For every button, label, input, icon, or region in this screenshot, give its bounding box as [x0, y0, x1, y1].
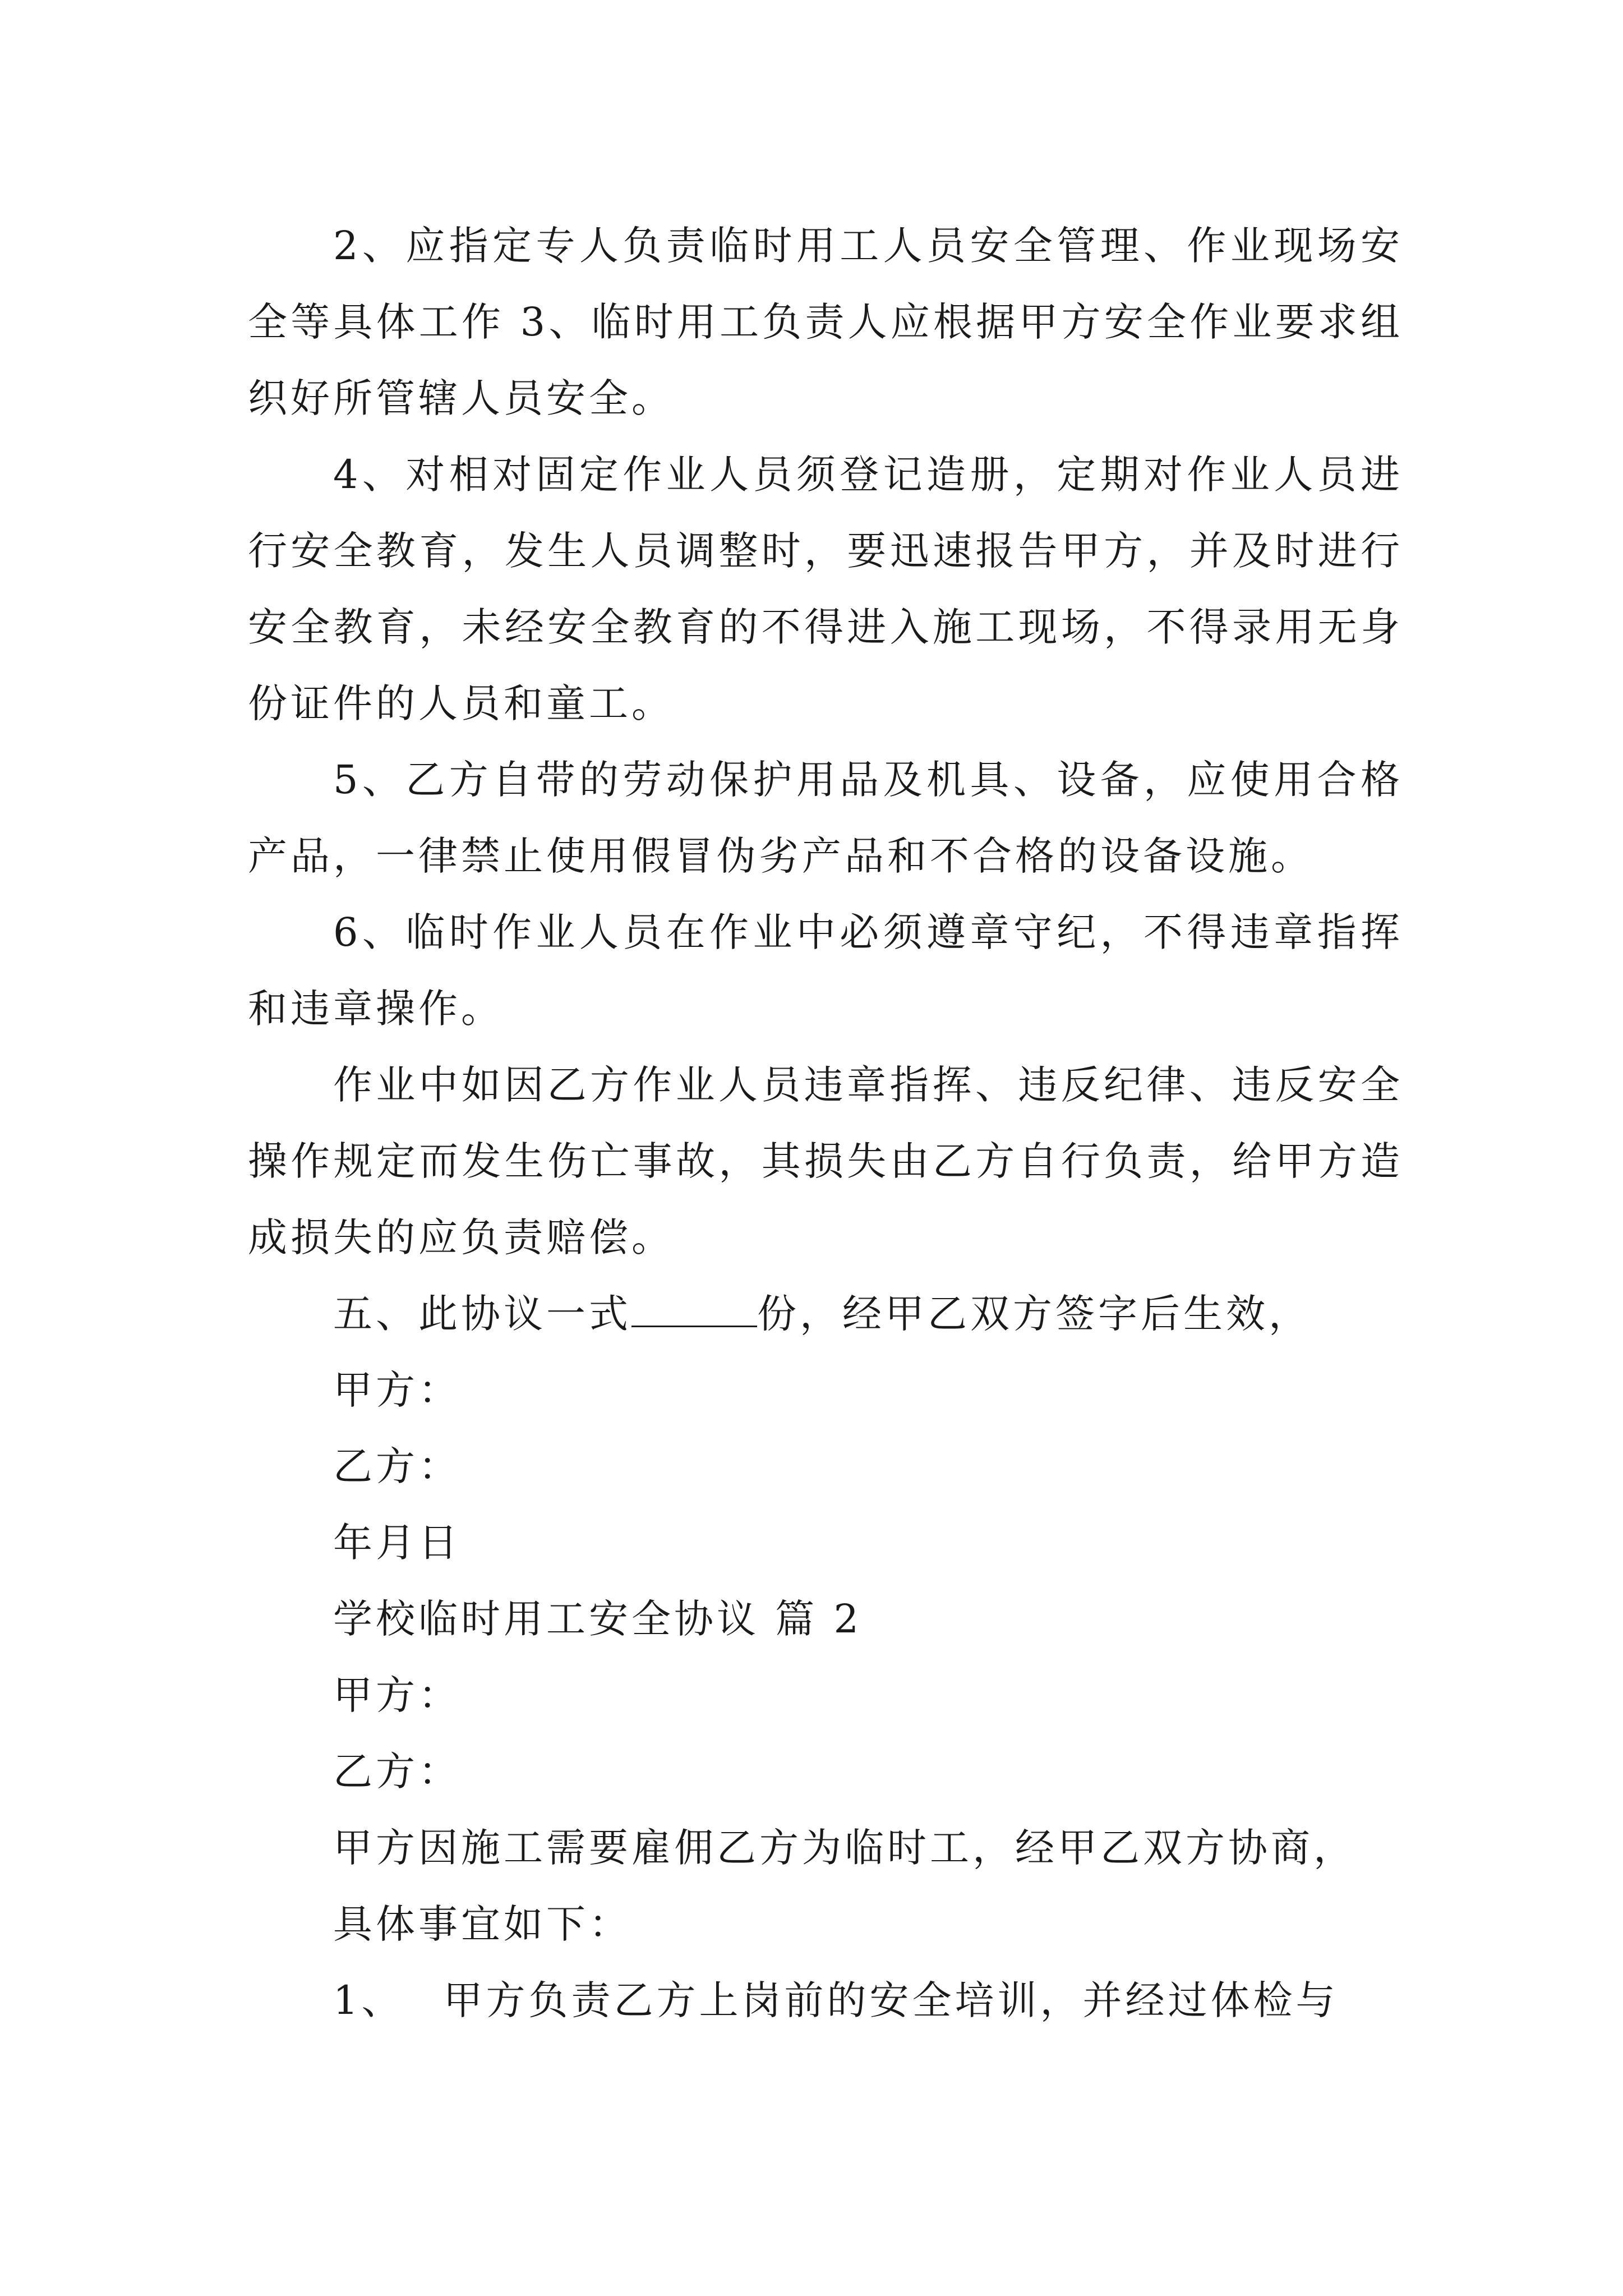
clause-five-line	[248, 1276, 1403, 1352]
paragraph-clause-5: 5、乙方自带的劳动保护用品及机具、设备，应使用合格产品，一律禁止使用假冒伪劣产品和不合格的设备设施。	[248, 757, 1403, 879]
intro-line-1: 甲方因施工需要雇佣乙方为临时工，经甲乙双方协商，	[333, 1825, 1356, 1871]
party-b-signature: 乙方：	[333, 1443, 461, 1489]
intro-line-2: 具体事宜如下：	[333, 1901, 631, 1947]
party-b-line: 乙方：	[333, 1749, 461, 1795]
date-line: 年月日	[333, 1520, 461, 1566]
item-1-number: 1、	[333, 1977, 404, 2023]
clause-five-after: 份，经甲乙双方签字后生效，	[757, 1291, 1311, 1337]
party-a-signature: 甲方：	[333, 1367, 461, 1413]
document-body	[248, 208, 1403, 2039]
paragraph-liability: 作业中如因乙方作业人员违章指挥、违反纪律、违反安全操作规定而发生伤亡事故，其损失由乙方自行负责，给甲方造成损失的应负责赔偿。	[248, 1062, 1403, 1260]
paragraph-clause-6: 6、临时作业人员在作业中必须遵章守纪，不得违章指挥和违章操作。	[248, 909, 1403, 1032]
section-title: 学校临时用工安全协议 篇 2	[333, 1596, 863, 1642]
item-1-text: 甲方负责乙方上岗前的安全培训，并经过体检与	[443, 1977, 1339, 2023]
copies-blank	[631, 1294, 757, 1327]
paragraph-clause-2-3: 2、应指定专人负责临时用工人员安全管理、作业现场安全等具体工作 3、临时用工负责人应根据甲方安全作业要求组织好所管辖人员安全。	[248, 223, 1403, 421]
party-a-line: 甲方：	[333, 1672, 461, 1718]
clause-five-before: 五、此协议一式	[333, 1291, 631, 1337]
item-1-line	[248, 1962, 1403, 2039]
paragraph-clause-4: 4、对相对固定作业人员须登记造册，定期对作业人员进行安全教育，发生人员调整时，要迅速报告甲方，并及时进行安全教育，未经安全教育的不得进入施工现场，不得录用无身份证件的人员和童工。	[248, 452, 1403, 726]
